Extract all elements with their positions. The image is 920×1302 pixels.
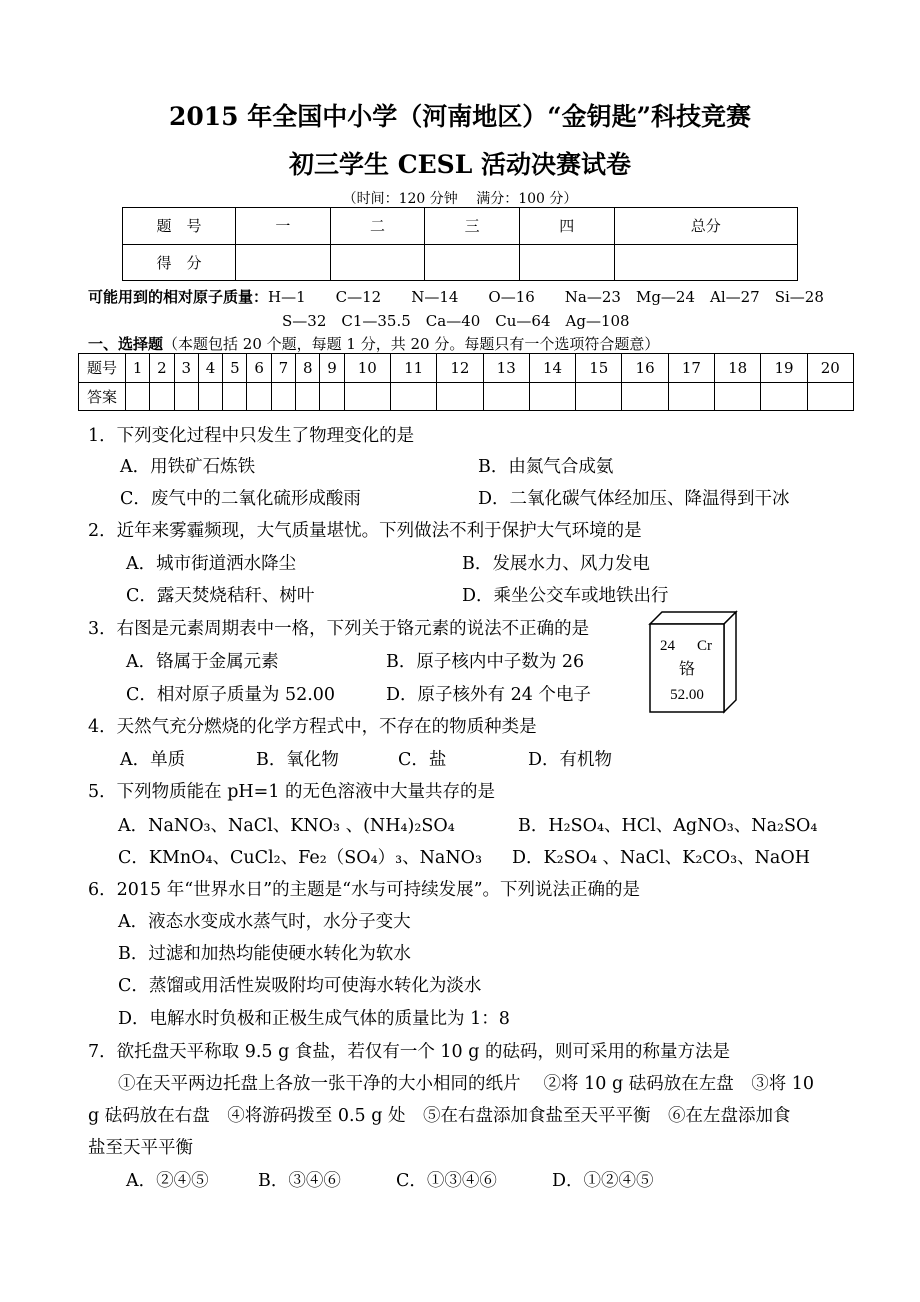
answer-question-number: 9	[320, 354, 344, 383]
question-7-steps-line2: g 砝码放在右盘 ④将游码拨至 0.5 g 处 ⑤在右盘添加食盐至天平平衡 ⑥在左盘添加食	[88, 1106, 791, 1126]
question-7-steps-line1: ①在天平两边托盘上各放一张干净的大小相同的纸片 ②将 10 g 砝码放在左盘 ③将 10	[118, 1074, 815, 1094]
answer-question-number: 13	[483, 354, 529, 383]
question-1-option-d[interactable]: D．二氧化碳气体经加压、降温得到干冰	[478, 489, 790, 509]
answer-question-number: 5	[223, 354, 247, 383]
question-6-option-d[interactable]: D．电解水时负极和正极生成气体的质量比为 1：8	[118, 1009, 510, 1029]
answer-cell[interactable]	[529, 382, 575, 411]
answer-question-number: 16	[622, 354, 668, 383]
element-atomic-number: 24	[660, 638, 675, 654]
question-4-option-b[interactable]: B．氧化物	[256, 750, 339, 770]
question-7-steps-line3: 盐至天平平衡	[88, 1138, 193, 1158]
question-4-option-d[interactable]: D．有机物	[528, 750, 613, 770]
question-5-option-b[interactable]: B．H₂SO₄、HCl、AgNO₃、Na₂SO₄	[518, 816, 818, 836]
element-name: 铬	[678, 659, 696, 678]
cell-side-face	[724, 612, 736, 712]
question-7-option-c[interactable]: C．①③④⑥	[396, 1171, 497, 1191]
cell-top-face	[650, 612, 736, 624]
section-note: （本题包括 20 个题，每题 1 分，共 20 分。每题只有一个选项符合题意）	[163, 335, 660, 353]
answer-cell[interactable]	[483, 382, 529, 411]
answer-row-label: 题号	[79, 354, 126, 383]
answer-cell[interactable]	[174, 382, 198, 411]
question-5-option-a[interactable]: A．NaNO₃、NaCl、KNO₃ 、(NH₄)₂SO₄	[118, 816, 455, 836]
score-cell[interactable]	[614, 244, 797, 281]
score-header-cell: 四	[519, 208, 614, 245]
question-7-option-d[interactable]: D．①②④⑤	[552, 1171, 654, 1191]
question-5-option-d[interactable]: D．K₂SO₄ 、NaCl、K₂CO₃、NaOH	[512, 848, 810, 868]
atomic-masses-line1	[88, 286, 824, 307]
score-header-cell: 总分	[614, 208, 797, 245]
answer-question-number: 14	[529, 354, 575, 383]
section-heading	[88, 333, 659, 354]
question-5-option-c[interactable]: C．KMnO₄、CuCl₂、Fe₂（SO₄）₃、NaNO₃	[118, 848, 483, 868]
answer-question-number: 8	[296, 354, 320, 383]
answer-cell[interactable]	[344, 382, 390, 411]
score-cell[interactable]	[330, 244, 425, 281]
question-4-option-c[interactable]: C．盐	[398, 750, 447, 770]
question-2-option-c[interactable]: C．露天焚烧秸秆、树叶	[126, 586, 315, 606]
answer-cell[interactable]	[715, 382, 761, 411]
answer-cell[interactable]	[668, 382, 714, 411]
question-7-stem: 7．欲托盘天平称取 9.5 g 食盐，若仅有一个 10 g 的砝码，则可采用的称量方法是	[88, 1042, 731, 1062]
question-4-option-a[interactable]: A．单质	[120, 750, 186, 770]
score-cell[interactable]	[425, 244, 520, 281]
question-7-option-b[interactable]: B．③④⑥	[258, 1171, 341, 1191]
question-3-option-d[interactable]: D．原子核外有 24 个电子	[386, 685, 591, 705]
score-row-label: 得 分	[123, 244, 236, 281]
answer-question-number: 19	[761, 354, 807, 383]
question-4-stem: 4．天然气充分燃烧的化学方程式中，不存在的物质种类是	[88, 717, 537, 737]
question-7-option-a[interactable]: A．②④⑤	[126, 1171, 209, 1191]
section-title: 一、选择题	[88, 335, 164, 353]
element-cell-figure	[640, 608, 744, 718]
atomic-masses-line2: S—32 C1—35.5 Ca—40 Cu—64 Ag—108	[282, 312, 630, 330]
exam-time-and-score: （时间：120 分钟 满分：100 分）	[342, 191, 578, 207]
question-5-stem: 5．下列物质能在 pH=1 的无色溶液中大量共存的是	[88, 782, 496, 802]
question-6-option-b[interactable]: B．过滤和加热均能使硬水转化为软水	[118, 944, 411, 964]
answer-cell[interactable]	[223, 382, 247, 411]
question-2-option-d[interactable]: D．乘坐公交车或地铁出行	[462, 586, 669, 606]
answer-cell[interactable]	[150, 382, 174, 411]
answer-question-number: 6	[247, 354, 271, 383]
question-2-option-b[interactable]: B．发展水力、风力发电	[462, 554, 650, 574]
question-3-stem: 3．右图是元素周期表中一格，下列关于铬元素的说法不正确的是	[88, 619, 590, 639]
exam-subtitle: 初三学生 CESL 活动决赛试卷	[289, 150, 631, 179]
score-header-cell: 三	[425, 208, 520, 245]
answer-question-number: 18	[715, 354, 761, 383]
question-1-option-b[interactable]: B．由氮气合成氨	[478, 457, 614, 477]
answer-question-number: 7	[271, 354, 295, 383]
answer-cell[interactable]	[247, 382, 271, 411]
answer-question-number: 3	[174, 354, 198, 383]
score-header-cell: 二	[330, 208, 425, 245]
question-6-option-a[interactable]: A．液态水变成水蒸气时，水分子变大	[118, 912, 411, 932]
atomic-masses-label: 可能用到的相对原子质量：	[88, 288, 269, 306]
score-cell[interactable]	[236, 244, 331, 281]
question-1-stem: 1．下列变化过程中只发生了物理变化的是	[88, 426, 415, 446]
answer-question-number: 12	[437, 354, 483, 383]
answer-cell[interactable]	[390, 382, 436, 411]
answer-cell[interactable]	[761, 382, 807, 411]
question-6-option-c[interactable]: C．蒸馏或用活性炭吸附均可使海水转化为淡水	[118, 976, 482, 996]
question-3-option-b[interactable]: B．原子核内中子数为 26	[386, 652, 585, 672]
question-2-stem: 2．近年来雾霾频现，大气质量堪忧。下列做法不利于保护大气环境的是	[88, 521, 642, 541]
question-2-option-a[interactable]: A．城市街道洒水降尘	[126, 554, 297, 574]
question-6-stem: 6．2015 年“世界水日”的主题是“水与可持续发展”。下列说法正确的是	[88, 880, 641, 900]
answer-question-number: 20	[807, 354, 853, 383]
element-symbol: Cr	[697, 638, 712, 654]
question-3-option-c[interactable]: C．相对原子质量为 52.00	[126, 685, 336, 705]
answer-cell[interactable]	[320, 382, 344, 411]
answer-cell[interactable]	[576, 382, 622, 411]
answer-row-label: 答案	[79, 382, 126, 411]
answer-cell[interactable]	[271, 382, 295, 411]
answer-cell[interactable]	[437, 382, 483, 411]
answer-cell[interactable]	[622, 382, 668, 411]
answer-question-number: 2	[150, 354, 174, 383]
answer-question-number: 1	[126, 354, 150, 383]
question-1-option-a[interactable]: A．用铁矿石炼铁	[120, 457, 256, 477]
answer-cell[interactable]	[296, 382, 320, 411]
question-1-option-c[interactable]: C．废气中的二氧化硫形成酸雨	[120, 489, 361, 509]
score-header-cell: 一	[236, 208, 331, 245]
answer-question-number: 11	[390, 354, 436, 383]
answer-table	[78, 353, 854, 411]
answer-cell[interactable]	[126, 382, 150, 411]
answer-cell[interactable]	[807, 382, 853, 411]
score-cell[interactable]	[519, 244, 614, 281]
element-mass: 52.00	[670, 687, 704, 703]
score-header-cell: 题 号	[123, 208, 236, 245]
answer-question-number: 15	[576, 354, 622, 383]
question-3-option-a[interactable]: A．铬属于金属元素	[126, 652, 279, 672]
atomic-masses-values: H—1 C—12 N—14 O—16 Na—23 Mg—24 Al—27 Si—28	[268, 288, 824, 306]
answer-question-number: 10	[344, 354, 390, 383]
answer-question-number: 17	[668, 354, 714, 383]
answer-question-number: 4	[198, 354, 222, 383]
score-table	[122, 207, 798, 281]
answer-cell[interactable]	[198, 382, 222, 411]
exam-title: 2015 年全国中小学（河南地区）“金钥匙”科技竞赛	[168, 102, 752, 131]
